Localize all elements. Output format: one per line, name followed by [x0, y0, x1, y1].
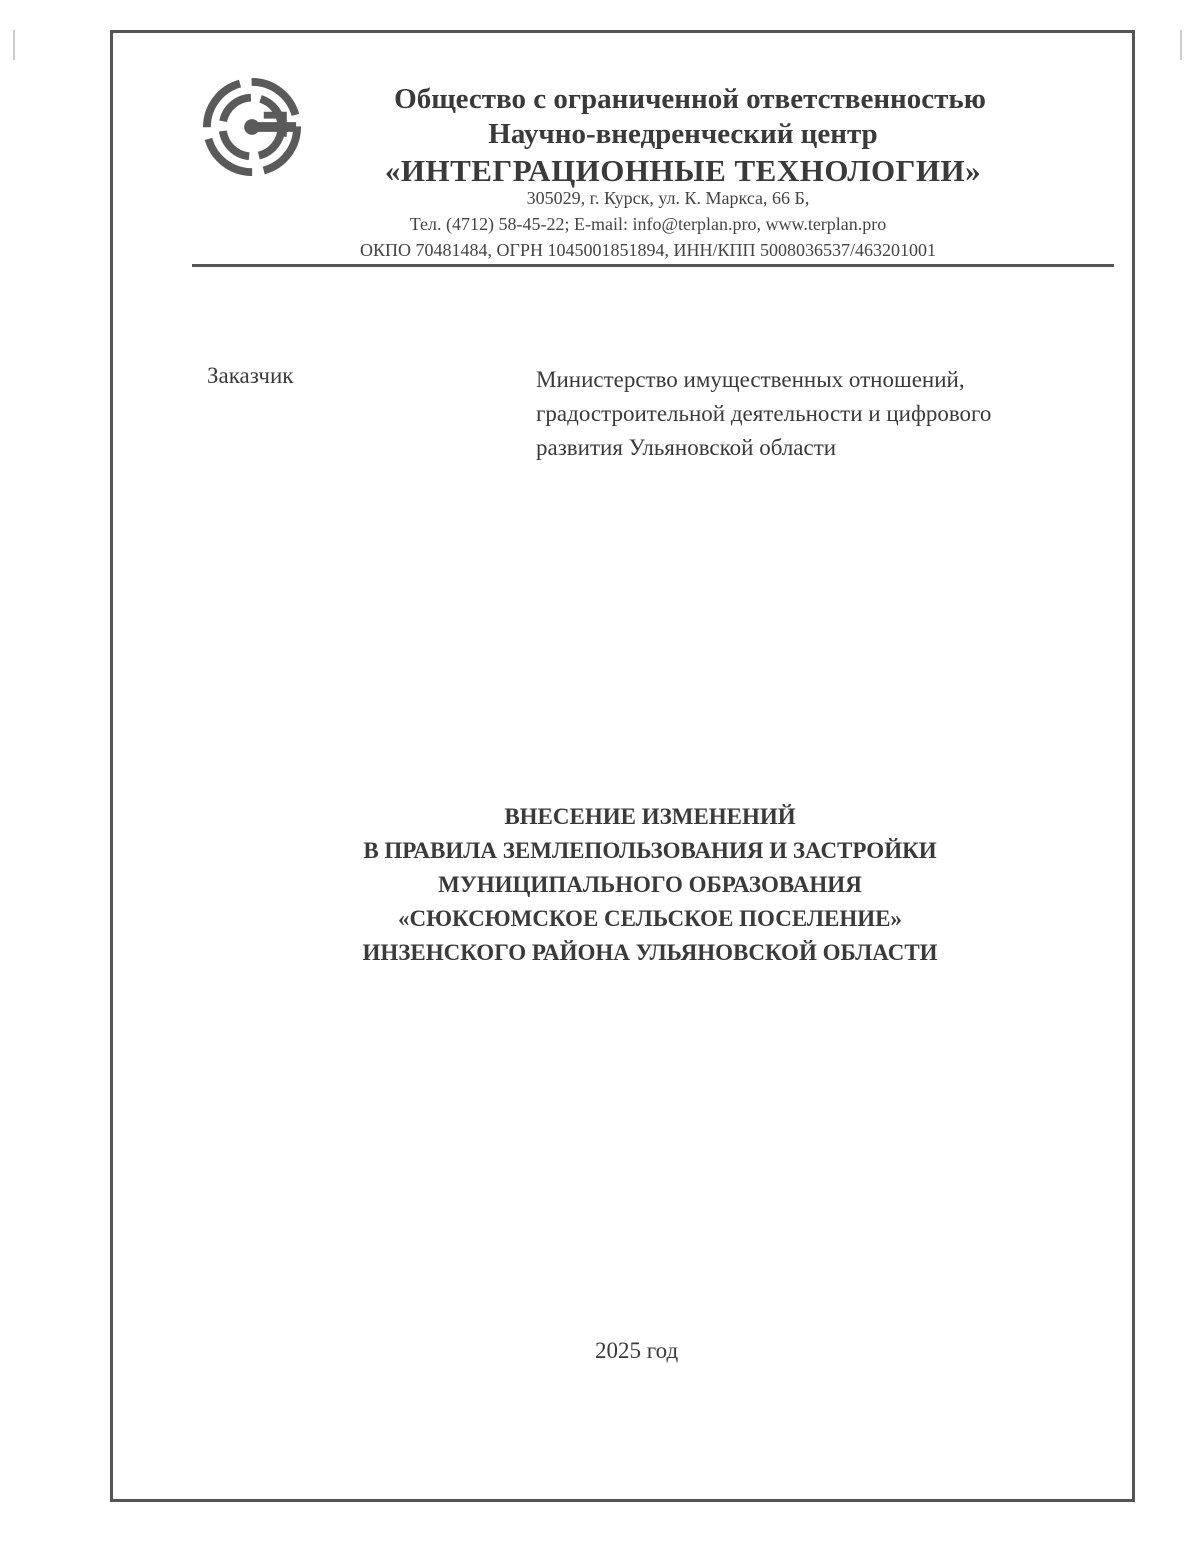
- scan-artifact: [1180, 30, 1182, 60]
- header-divider: [192, 264, 1114, 267]
- org-name-line-1: Общество с ограниченной ответственностью: [394, 83, 986, 115]
- document-year: 2025 год: [595, 1338, 679, 1363]
- document-title: [150, 800, 1150, 970]
- document-title-line: «СЮКСЮМСКОЕ СЕЛЬСКОЕ ПОСЕЛЕНИЕ»: [398, 906, 902, 931]
- org-contacts: Тел. (4712) 58-45-22; E-mail: info@terplan.pro, www.terplan.pro: [409, 214, 887, 234]
- scan-artifact: [13, 30, 15, 60]
- client-name-line: развития Ульяновской области: [536, 435, 837, 460]
- document-title-line: В ПРАВИЛА ЗЕМЛЕПОЛЬЗОВАНИЯ И ЗАСТРОЙКИ: [363, 838, 937, 863]
- org-address: 305029, г. Курск, ул. К. Маркса, 66 Б,: [526, 188, 810, 208]
- client-label: Заказчик: [207, 363, 294, 388]
- org-registry: ОКПО 70481484, ОГРН 1045001851894, ИНН/КПП 5008036537/463201001: [360, 240, 936, 260]
- document-title-line: ИНЗЕНСКОГО РАЙОНА УЛЬЯНОВСКОЙ ОБЛАСТИ: [362, 940, 938, 965]
- client-name-line: Министерство имущественных отношений,: [536, 367, 965, 392]
- client-name: [536, 363, 1096, 465]
- document-title-line: ВНЕСЕНИЕ ИЗМЕНЕНИЙ: [504, 804, 796, 829]
- org-name-line-3: «ИНТЕГРАЦИОННЫЕ ТЕХНОЛОГИИ»: [384, 153, 982, 188]
- org-name-line-2: Научно-внедренческий центр: [488, 118, 878, 150]
- client-name-line: градостроительной деятельности и цифрового: [536, 401, 992, 426]
- document-title-line: МУНИЦИПАЛЬНОГО ОБРАЗОВАНИЯ: [438, 872, 862, 897]
